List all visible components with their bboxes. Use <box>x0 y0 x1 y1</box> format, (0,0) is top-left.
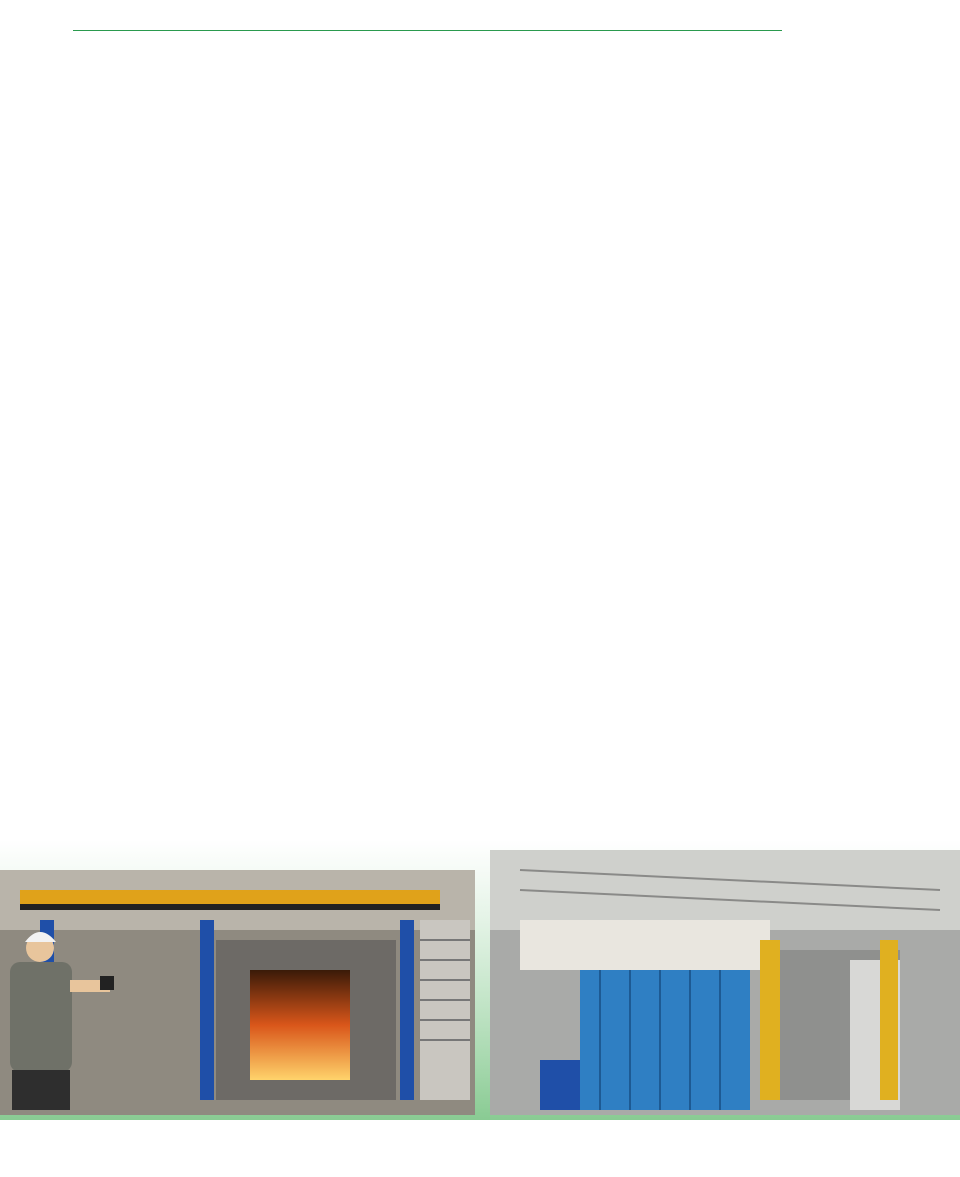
green-cube-icon <box>530 145 543 157</box>
lab-title-row <box>73 38 79 70</box>
laboratory-photos <box>0 830 960 1120</box>
tests-list <box>113 137 473 141</box>
test-hall-photo <box>490 850 960 1115</box>
header-divider <box>73 30 782 31</box>
furnace-photo <box>0 870 475 1115</box>
determines-list <box>530 137 898 141</box>
green-cube-icon <box>113 145 126 157</box>
